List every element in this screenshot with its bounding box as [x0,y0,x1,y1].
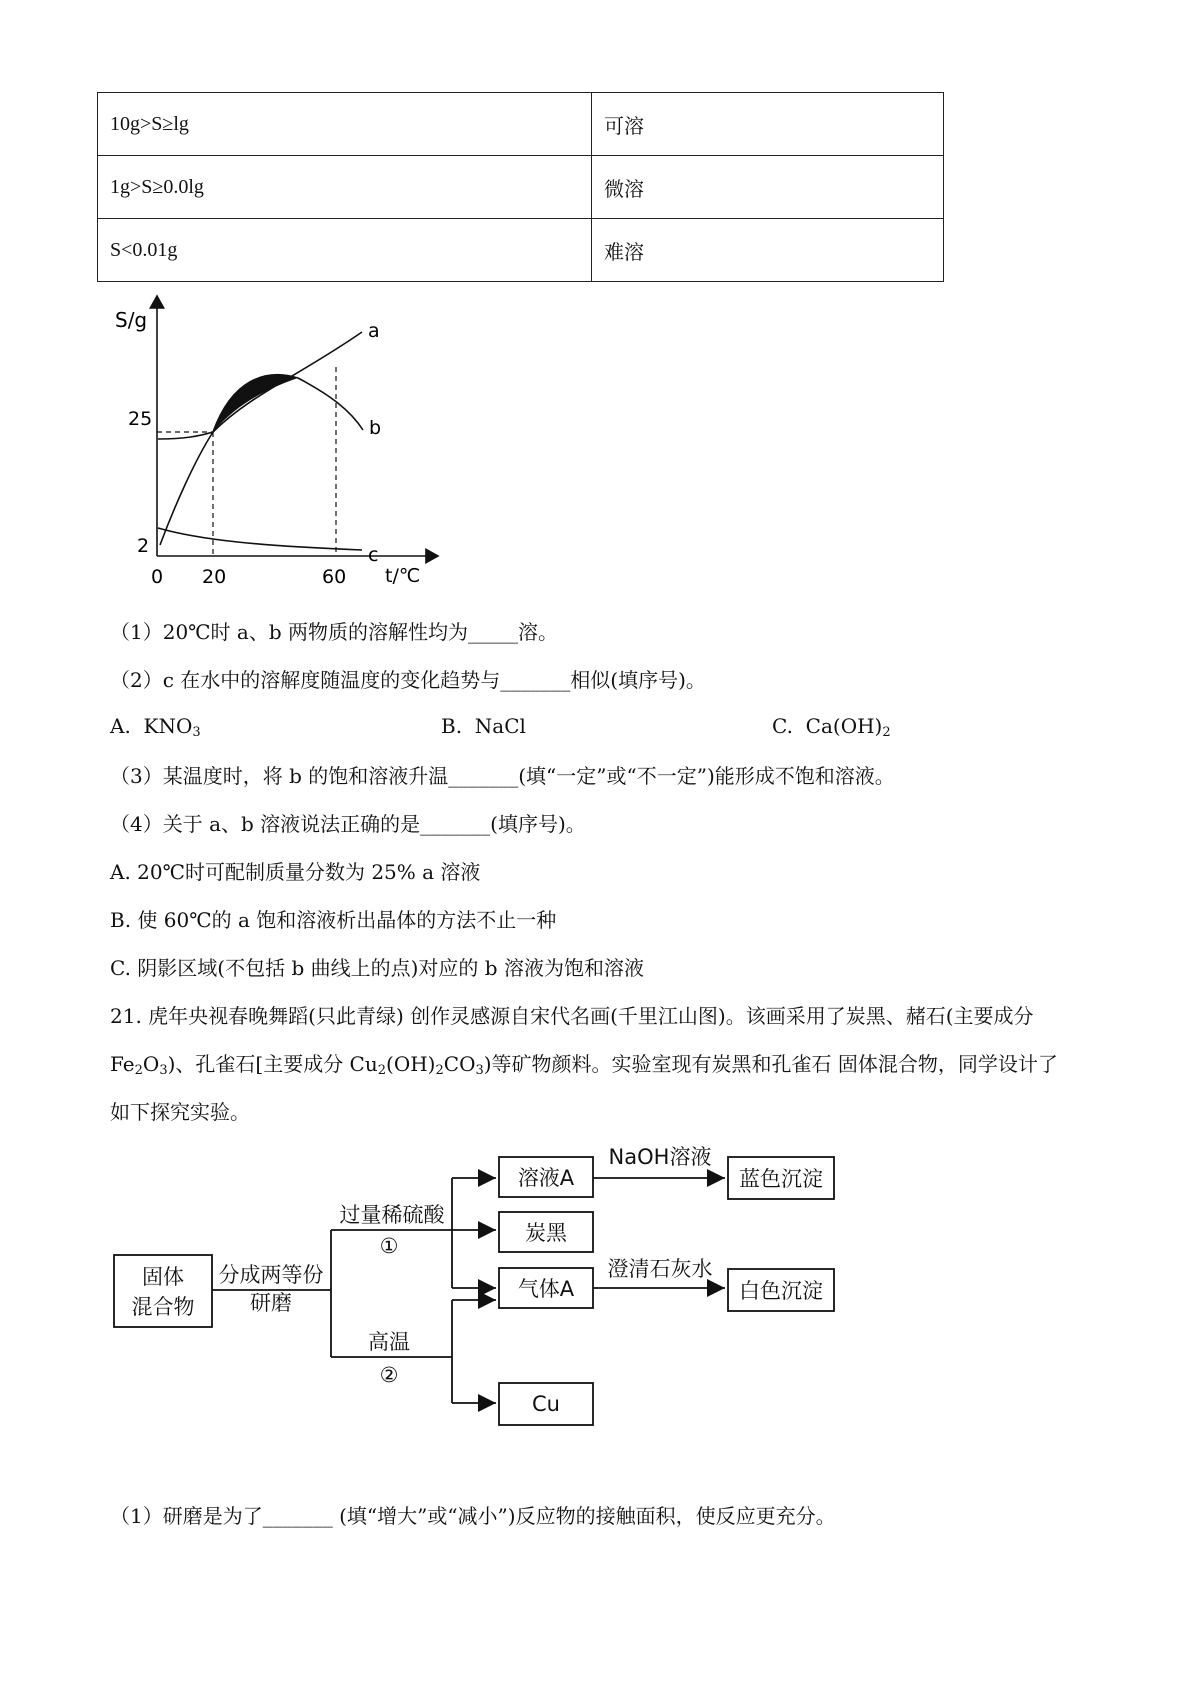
flow-text: 混合物 [131,1295,195,1319]
question-21-line-2: $Fe_2O_3$)、孔雀石[主要成分 $Cu_2(OH)_2CO_3$)等矿物颜料。实验室现有炭黑和孔雀石 固体混合物，同学设计了 [110,1052,1058,1078]
table-cell-range: S<0.01g [98,219,592,282]
flow-text: 过量稀硫酸 [339,1203,445,1227]
subscript: 3 [192,725,201,740]
subscript: 2 [882,725,891,740]
part-4-option-a: A. 20℃时可配制质量分数为 25% a 溶液 [110,860,481,884]
flow-text: 白色沉淀 [739,1279,823,1303]
x-tick-label: 60 [322,566,347,588]
flow-text: 溶液A [517,1166,575,1190]
y-tick-label: 25 [128,408,153,430]
curve-label-c: c [368,544,379,566]
flow-text: 分成两等份 [218,1263,324,1287]
y-axis-label: S/g [115,308,148,332]
table-cell-range: 10g>S≥lg [98,93,592,156]
x-tick-label: 0 [151,566,164,588]
flow-text: NaOH溶液 [608,1145,712,1169]
part-4-option-b: B. 使 60℃的 a 饱和溶液析出晶体的方法不止一种 [110,908,557,932]
x-axis-label: t/℃ [385,565,421,587]
part-4-option-c: C. 阴影区域(不包括 b 曲线上的点)对应的 b 溶液为饱和溶液 [110,956,644,980]
option-text: KNO [143,714,193,738]
flow-text: Cu [532,1392,560,1416]
question-21-line-3: 如下探究实验。 [110,1100,250,1124]
flow-text: 研磨 [250,1291,292,1315]
flow-text: 炭黑 [525,1221,567,1245]
option-letter: B. [441,714,463,738]
question-21-line-1: 21. 虎年央视春晚舞蹈(只此青绿) 创作灵感源自宋代名画(千里江山图)。该画采用了炭黑、赭石(主要成分 [110,1004,1034,1028]
table-cell-label: 难溶 [592,219,944,282]
flow-text: ② [379,1363,399,1387]
curve-label-b: b [369,417,382,439]
y-tick-label: 2 [137,535,150,557]
flow-text: 澄清石灰水 [607,1257,713,1281]
flow-text: 高温 [368,1330,410,1354]
table-cell-label: 可溶 [592,93,944,156]
option-text: NaCl [474,714,526,738]
flow-text: 气体A [517,1277,575,1301]
x-tick-label: 20 [202,566,227,588]
question-20-part-2: （2）c 在水中的溶解度随温度的变化趋势与_______相似(填序号)。 [110,668,706,692]
table-cell-label: 微溶 [592,156,944,219]
option-letter: C. [772,714,793,738]
flow-text: ① [379,1234,399,1258]
curve-label-a: a [368,320,380,342]
flow-text: 蓝色沉淀 [739,1167,823,1191]
option-letter: A. [110,714,131,738]
question-21-part-1: （1）研磨是为了_______ (填“增大”或“减小”)反应物的接触面积，使反应更充分。 [110,1504,836,1528]
question-20-part-1: （1）20℃时 a、b 两物质的溶解性均为_____溶。 [110,620,558,644]
option-text: Ca(OH) [805,714,883,738]
question-20-part-3: （3）某温度时，将 b 的饱和溶液升温_______(填“一定”或“不一定”)能形成不饱和溶液。 [110,764,895,788]
question-20-part-4: （4）关于 a、b 溶液说法正确的是_______(填序号)。 [110,812,586,836]
flow-text: 固体 [142,1265,184,1289]
table-cell-range: 1g>S≥0.0lg [98,156,592,219]
